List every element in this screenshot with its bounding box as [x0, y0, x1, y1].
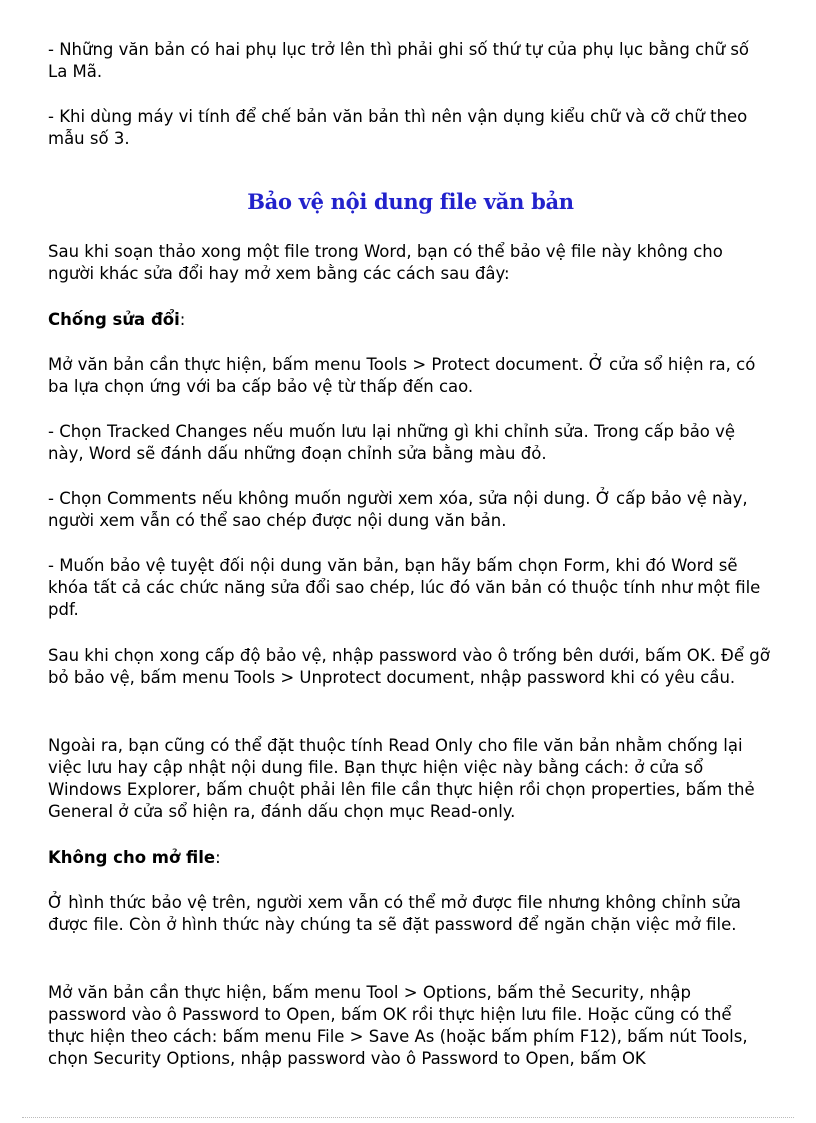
page-title: Bảo vệ nội dung file văn bản	[247, 189, 574, 214]
comments-paragraph: - Chọn Comments nếu không muốn người xem xóa, sửa nội dung. Ở cấp bảo vệ này, người xem vẫn có thể sao chép được nội dung văn bản.	[48, 489, 748, 530]
section-heading-edit-colon: :	[179, 310, 186, 329]
intro-font-paragraph: - Khi dùng máy vi tính để chế bản văn bản thì nên vận dụng kiểu chữ và cỡ chữ theo mẫu số 3.	[48, 107, 748, 148]
section-heading-open-label: Không cho mở file	[48, 848, 216, 867]
after-choose-paragraph: Sau khi chọn xong cấp độ bảo vệ, nhập password vào ô trống bên dưới, bấm OK. Để gỡ bỏ bảo vệ, bấm menu Tools > Unprotect document, nhập password khi có yêu cầu.	[48, 646, 770, 687]
open-protection-note-paragraph: Ở hình thức bảo vệ trên, người xem vẫn có thể mở được file nhưng không chỉnh sửa được file. Còn ở hình thức này chúng ta sẽ đặt password để ngăn chặn việc mở file.	[48, 893, 742, 934]
section-heading-open-colon: :	[215, 848, 221, 867]
read-only-paragraph: Ngoài ra, bạn cũng có thể đặt thuộc tính Read Only cho file văn bản nhằm chống lại việc lưu hay cập nhật nội dung file. Bạn thực hiện việc này bằng cách: ở cửa sổ Windows Explorer, bấm chuột phải lên file cần thực hiện rồi chọn properties, bấm thẻ General ở cửa sổ hiện ra, đánh dấu chọn mục Read-only.	[48, 736, 755, 821]
section-heading-edit	[48, 309, 185, 331]
tracked-changes-paragraph: - Chọn Tracked Changes nếu muốn lưu lại những gì khi chỉnh sửa. Trong cấp bảo vệ này, Word sẽ đánh dấu những đoạn chỉnh sửa bằng màu đỏ.	[48, 422, 736, 463]
section-heading-open	[48, 847, 221, 869]
open-document-paragraph: Mở văn bản cần thực hiện, bấm menu Tools > Protect document. Ở cửa sổ hiện ra, có ba lựa chọn ứng với ba cấp bảo vệ từ thấp đến cao.	[48, 355, 756, 396]
form-paragraph: - Muốn bảo vệ tuyệt đối nội dung văn bản, bạn hãy bấm chọn Form, khi đó Word sẽ khóa tất cả các chức năng sửa đổi sao chép, lúc đó văn bản có thuộc tính như một file pdf.	[48, 556, 761, 619]
intro-roman-paragraph: - Những văn bản có hai phụ lục trở lên thì phải ghi số thứ tự của phụ lục bằng chữ số La Mã.	[48, 40, 750, 81]
intro-protect-paragraph: Sau khi soạn thảo xong một file trong Word, bạn có thể bảo vệ file này không cho người khác sửa đổi hay mở xem bằng các cách sau đây:	[48, 242, 723, 283]
section-heading-edit-label: Chống sửa đổi	[48, 310, 180, 329]
open-password-steps-paragraph: Mở văn bản cần thực hiện, bấm menu Tool > Options, bấm thẻ Security, nhập password vào ô Password to Open, bấm OK rồi thực hiện lưu file. Hoặc cũng có thể thực hiện theo cách: bấm menu File > Save As (hoặc bấm phím F12), bấm nút Tools, chọn Security Options, nhập password vào ô Password to Open, bấm OK	[48, 983, 748, 1068]
page-bottom-divider	[22, 1117, 794, 1118]
